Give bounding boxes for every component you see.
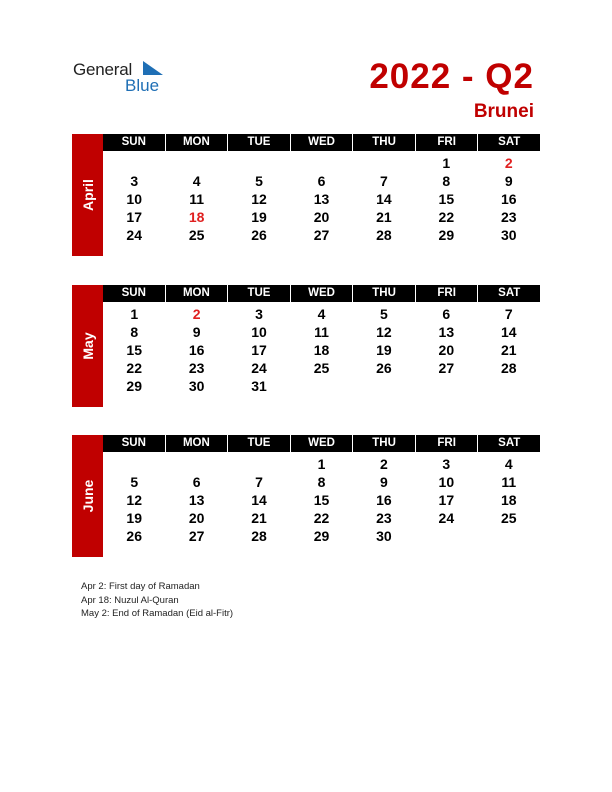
day-cell: 29 — [438, 227, 455, 243]
week-row — [103, 377, 540, 395]
month-band — [72, 134, 103, 256]
day-cell: 23 — [376, 510, 392, 526]
day-cell: 16 — [376, 492, 392, 508]
day-cell: 31 — [251, 378, 267, 394]
day-cell: 25 — [313, 360, 330, 376]
day-cell: 12 — [126, 492, 142, 508]
logo-general-text: General — [73, 60, 133, 79]
page-title: 2022 - Q2 — [369, 57, 534, 96]
weekday-sat: SAT — [478, 134, 540, 151]
weekday-fri: FRI — [416, 134, 479, 151]
empty-day-cell — [103, 455, 165, 473]
day-cell: 26 — [251, 227, 267, 243]
holiday-note: Apr 2: First day of Ramadan — [81, 581, 200, 592]
day-cell: 28 — [376, 227, 392, 243]
day-cell: 6 — [442, 306, 451, 322]
weekday-header — [103, 134, 540, 151]
day-cell: 14 — [251, 492, 267, 508]
day-cell: 5 — [380, 306, 388, 322]
month-label: May — [80, 332, 96, 360]
day-cell: 22 — [313, 510, 330, 526]
day-cell: 3 — [255, 306, 263, 322]
empty-day-cell — [415, 377, 477, 395]
month-band — [72, 285, 103, 407]
day-cell: 2 — [380, 456, 388, 472]
week-row — [103, 172, 540, 190]
holiday-note: May 2: End of Ramadan (Eid al-Fitr) — [81, 608, 234, 619]
empty-day-cell — [353, 377, 415, 395]
day-cell: 29 — [126, 378, 142, 394]
day-cell: 17 — [126, 209, 142, 225]
day-cell: 26 — [126, 528, 142, 544]
week-row — [103, 154, 540, 172]
day-cell: 23 — [188, 360, 205, 376]
day-cell: 2 — [192, 306, 201, 322]
day-cell: 13 — [438, 324, 455, 340]
day-cell: 8 — [442, 173, 451, 189]
day-cell: 27 — [188, 528, 205, 544]
day-cell: 15 — [313, 492, 330, 508]
week-row — [103, 190, 540, 208]
day-cell: 21 — [251, 510, 267, 526]
day-cell: 11 — [189, 191, 205, 207]
weekday-sat: SAT — [478, 285, 540, 302]
day-cell: 6 — [317, 173, 326, 189]
day-cell: 21 — [376, 209, 392, 225]
day-cell: 9 — [192, 324, 201, 340]
day-cell: 4 — [192, 173, 201, 189]
empty-day-cell — [228, 154, 290, 172]
day-cell: 20 — [438, 342, 455, 358]
weekday-header — [103, 435, 540, 452]
weekday-sun: SUN — [103, 285, 166, 302]
day-cell: 6 — [192, 474, 201, 490]
weekday-tue: TUE — [228, 134, 291, 151]
holiday-notes — [81, 580, 233, 621]
day-cell: 20 — [313, 209, 330, 225]
day-cell: 14 — [376, 191, 392, 207]
empty-day-cell — [478, 527, 540, 545]
day-cell: 18 — [500, 492, 517, 508]
day-cell: 14 — [500, 324, 517, 340]
day-cell: 19 — [126, 510, 142, 526]
day-cell: 7 — [504, 306, 513, 322]
weekday-thu: THU — [353, 134, 416, 151]
day-cell: 4 — [504, 456, 513, 472]
day-grid — [103, 305, 540, 395]
weekday-sat: SAT — [478, 435, 540, 452]
empty-day-cell — [165, 154, 227, 172]
day-cell: 19 — [376, 342, 392, 358]
logo-triangle-icon — [143, 61, 163, 75]
day-cell: 15 — [126, 342, 142, 358]
day-cell: 8 — [130, 324, 139, 340]
empty-day-cell — [478, 377, 540, 395]
generalblue-logo — [73, 58, 183, 98]
day-cell: 30 — [500, 227, 517, 243]
day-cell: 8 — [317, 474, 326, 490]
day-cell: 18 — [188, 209, 205, 225]
weekday-fri: FRI — [416, 285, 479, 302]
month-block-june — [72, 435, 540, 557]
month-label: April — [80, 179, 96, 211]
country-name: Brunei — [473, 101, 534, 122]
day-cell: 26 — [376, 360, 392, 376]
empty-day-cell — [290, 154, 352, 172]
empty-day-cell — [415, 527, 477, 545]
week-row — [103, 305, 540, 323]
day-cell: 21 — [500, 342, 517, 358]
weekday-thu: THU — [353, 285, 416, 302]
day-cell: 1 — [130, 306, 139, 322]
weekday-thu: THU — [353, 435, 416, 452]
day-cell: 4 — [317, 306, 326, 322]
day-cell: 20 — [188, 510, 205, 526]
day-cell: 2 — [504, 155, 513, 171]
day-cell: 10 — [251, 324, 267, 340]
day-cell: 10 — [126, 191, 142, 207]
day-cell: 24 — [126, 227, 142, 243]
day-grid — [103, 455, 540, 545]
day-cell: 30 — [376, 528, 392, 544]
weekday-tue: TUE — [228, 285, 291, 302]
day-cell: 29 — [313, 528, 330, 544]
weekday-mon: MON — [166, 134, 229, 151]
day-cell: 24 — [251, 360, 267, 376]
day-cell: 23 — [500, 209, 517, 225]
day-cell: 13 — [188, 492, 205, 508]
day-cell: 27 — [438, 360, 455, 376]
day-cell: 17 — [251, 342, 267, 358]
day-cell: 16 — [188, 342, 205, 358]
month-block-april — [72, 134, 540, 256]
day-cell: 24 — [438, 510, 455, 526]
weekday-tue: TUE — [228, 435, 291, 452]
day-cell: 12 — [376, 324, 392, 340]
month-block-may — [72, 285, 540, 407]
week-row — [103, 455, 540, 473]
day-cell: 3 — [130, 173, 139, 189]
day-cell: 28 — [251, 528, 267, 544]
month-band — [72, 435, 103, 557]
weekday-wed: WED — [291, 435, 354, 452]
day-cell: 12 — [251, 191, 267, 207]
day-cell: 18 — [313, 342, 330, 358]
day-cell: 9 — [504, 173, 513, 189]
day-cell: 22 — [126, 360, 142, 376]
day-grid — [103, 154, 540, 244]
week-row — [103, 473, 540, 491]
day-cell: 25 — [188, 227, 205, 243]
week-row — [103, 359, 540, 377]
day-cell: 1 — [317, 456, 326, 472]
empty-day-cell — [228, 455, 290, 473]
week-row — [103, 341, 540, 359]
weekday-mon: MON — [166, 285, 229, 302]
day-cell: 7 — [380, 173, 388, 189]
week-row — [103, 527, 540, 545]
day-cell: 28 — [500, 360, 517, 376]
day-cell: 27 — [313, 227, 330, 243]
week-row — [103, 323, 540, 341]
day-cell: 25 — [500, 510, 517, 526]
day-cell: 1 — [442, 155, 451, 171]
weekday-wed: WED — [291, 134, 354, 151]
empty-day-cell — [353, 154, 415, 172]
day-cell: 10 — [438, 474, 455, 490]
day-cell: 15 — [438, 191, 455, 207]
day-cell: 30 — [188, 378, 205, 394]
day-cell: 5 — [255, 173, 263, 189]
day-cell: 13 — [313, 191, 330, 207]
day-cell: 11 — [314, 324, 329, 340]
logo-blue-text: Blue — [125, 76, 160, 95]
week-row — [103, 509, 540, 527]
day-cell: 17 — [438, 492, 455, 508]
day-cell: 16 — [500, 191, 517, 207]
weekday-sun: SUN — [103, 134, 166, 151]
week-row — [103, 491, 540, 509]
month-label: June — [80, 479, 96, 513]
day-cell: 7 — [255, 474, 263, 490]
day-cell: 19 — [251, 209, 267, 225]
weekday-header — [103, 285, 540, 302]
day-cell: 11 — [501, 474, 517, 490]
day-cell: 3 — [442, 456, 451, 472]
holiday-note: Apr 18: Nuzul Al-Quran — [81, 594, 179, 606]
weekday-sun: SUN — [103, 435, 166, 452]
empty-day-cell — [103, 154, 165, 172]
week-row — [103, 226, 540, 244]
weekday-mon: MON — [166, 435, 229, 452]
day-cell: 9 — [380, 474, 388, 490]
empty-day-cell — [165, 455, 227, 473]
week-row — [103, 208, 540, 226]
day-cell: 22 — [438, 209, 455, 225]
weekday-fri: FRI — [416, 435, 479, 452]
empty-day-cell — [290, 377, 352, 395]
weekday-wed: WED — [291, 285, 354, 302]
day-cell: 5 — [130, 474, 139, 490]
